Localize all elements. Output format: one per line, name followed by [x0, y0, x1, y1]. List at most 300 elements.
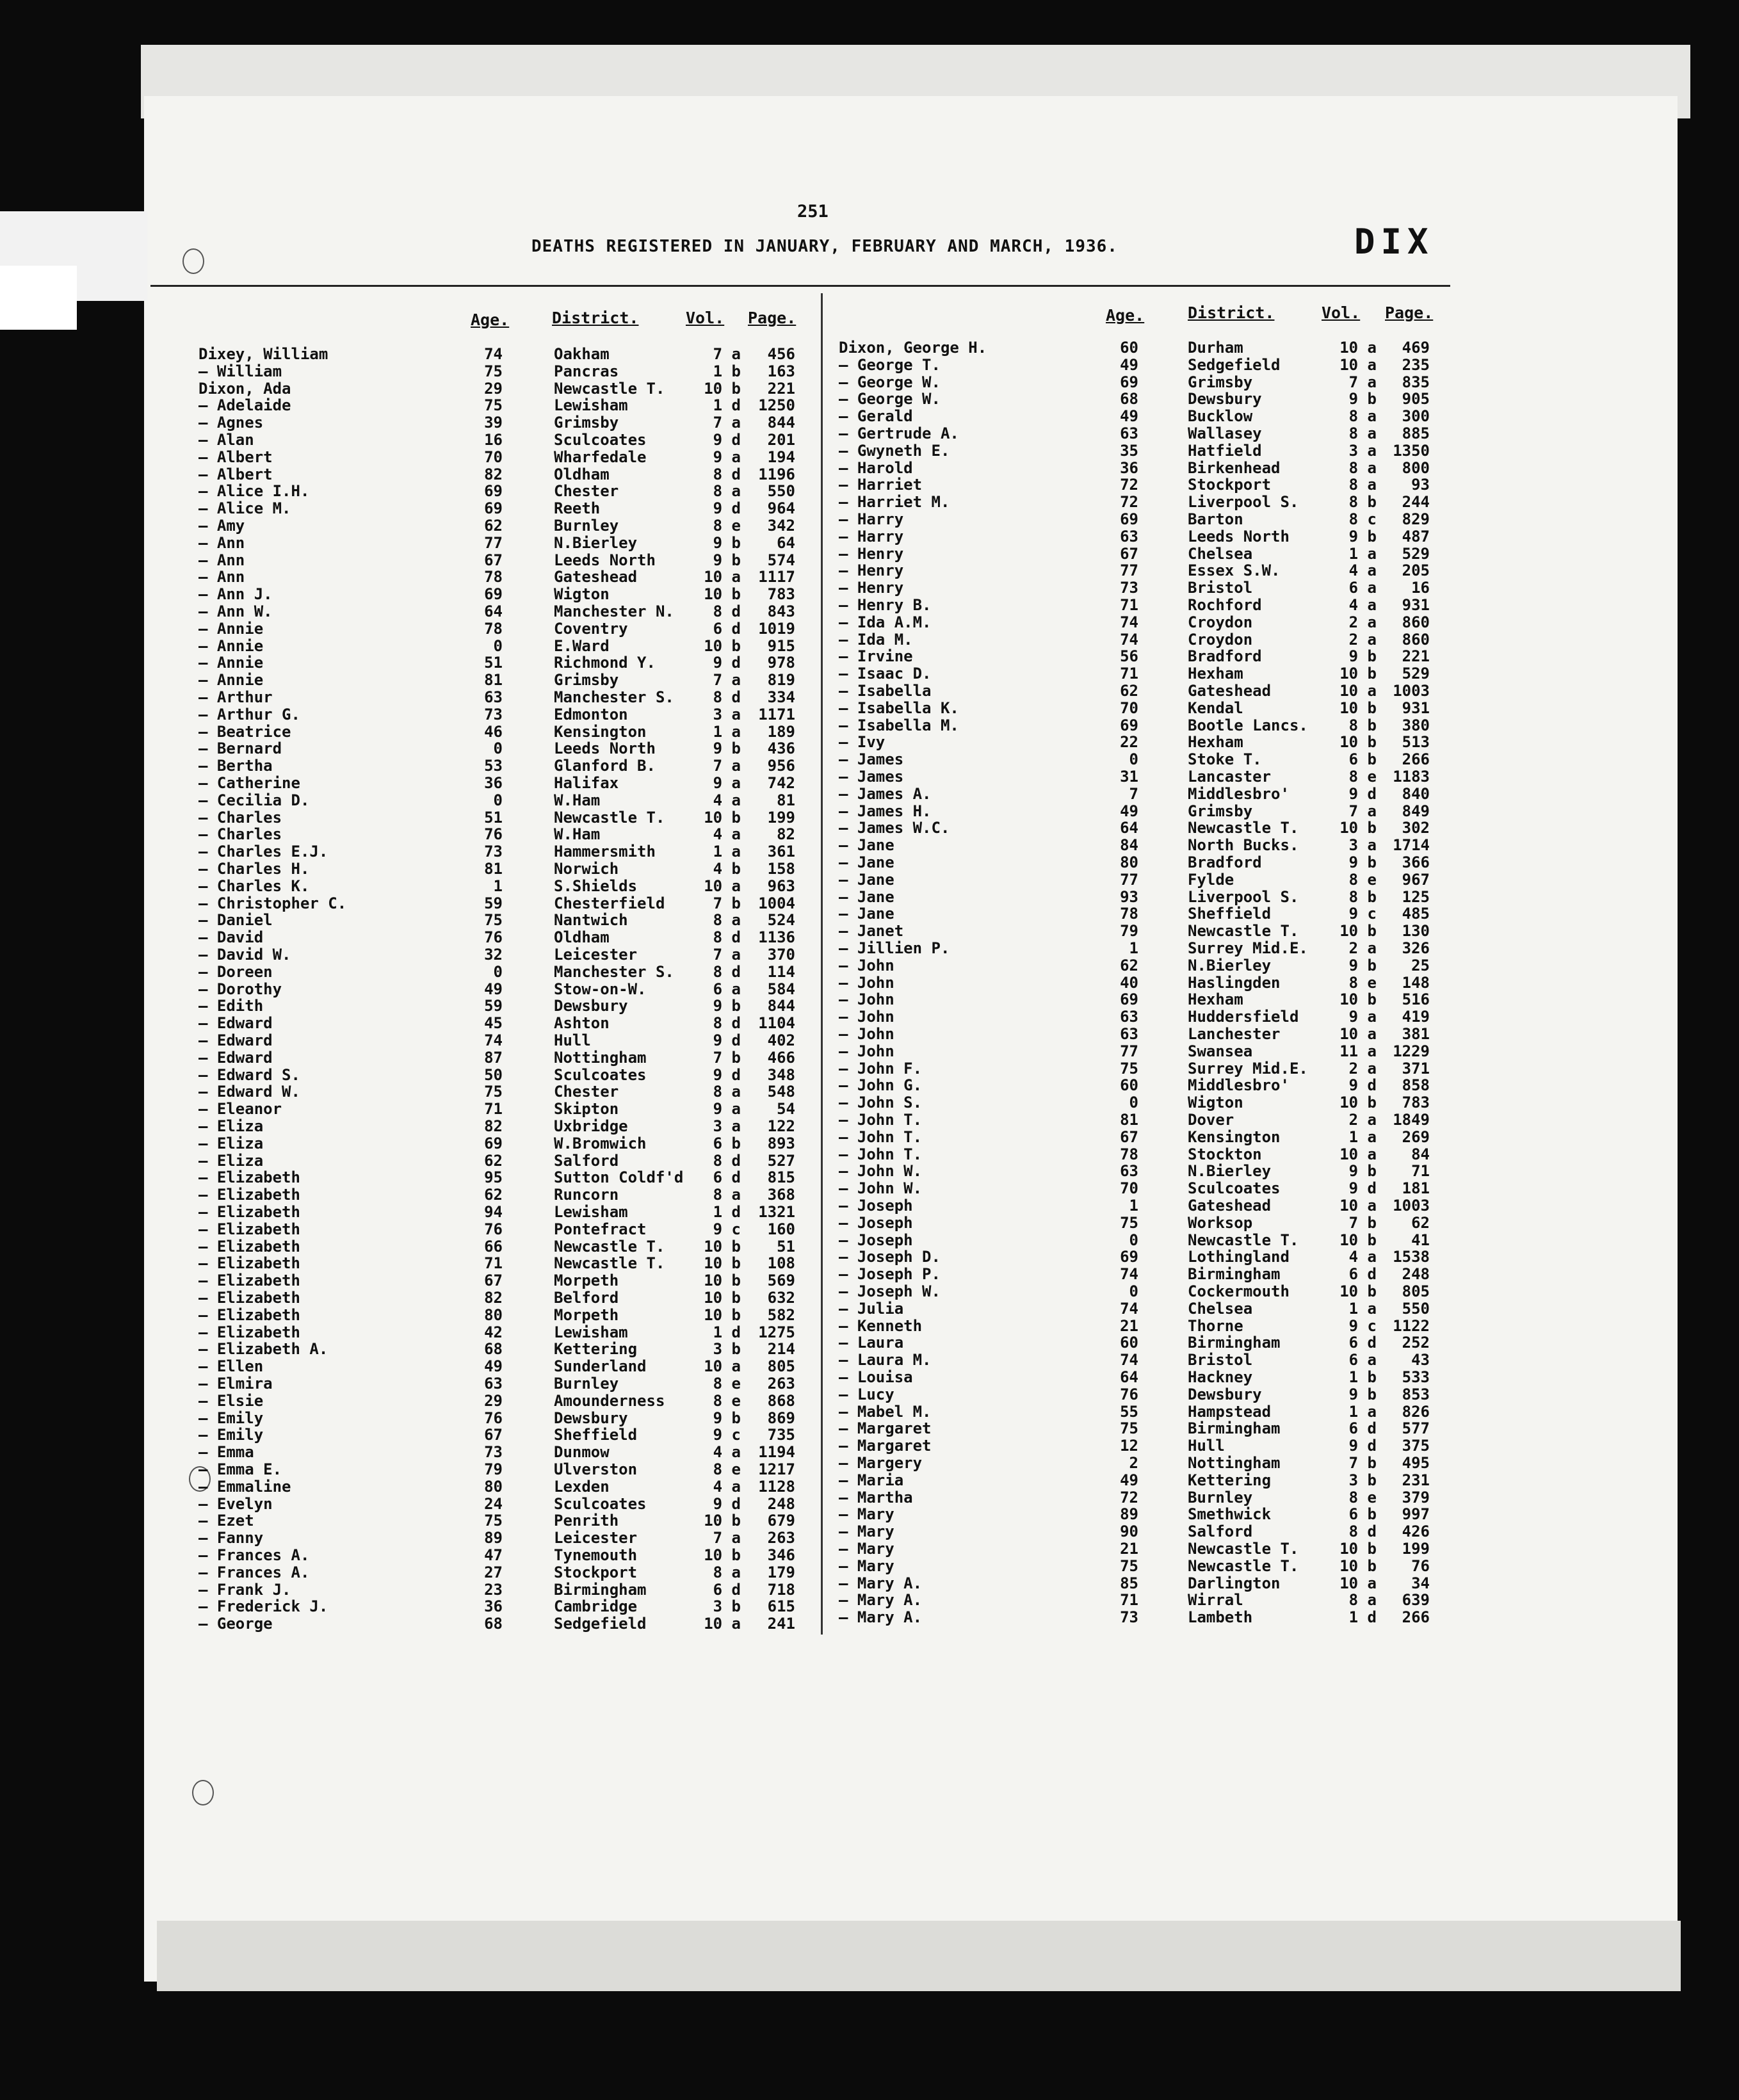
- entry-name: — Henry: [839, 544, 904, 563]
- entry-name: — Annie: [198, 619, 264, 638]
- entry-row: [839, 545, 1447, 562]
- entry-name: — Jane: [839, 853, 894, 871]
- entry-district: W.Bromwich: [554, 1134, 647, 1152]
- entry-name: — Gerald: [839, 407, 913, 426]
- entry-row: [198, 1496, 807, 1512]
- entry-page: 819: [767, 671, 795, 690]
- entry-page: 263: [767, 1529, 795, 1547]
- entry-vol: 2 a: [1348, 613, 1377, 631]
- entry-district: Sculcoates: [1188, 1179, 1281, 1198]
- entry-district: Surrey Mid.E.: [1188, 939, 1308, 957]
- entry-page: 1003: [1393, 682, 1430, 700]
- entry-district: Lancaster: [1188, 768, 1272, 786]
- entry-district: Skipton: [554, 1100, 619, 1119]
- entry-page: 844: [767, 414, 795, 432]
- entry-row: [198, 740, 807, 757]
- entry-age: 82: [484, 1289, 503, 1307]
- entry-page: 487: [1402, 527, 1430, 545]
- entry-vol: 1 a: [1348, 1127, 1377, 1146]
- entry-age: 79: [484, 1460, 503, 1478]
- entry-vol: 1 d: [713, 1323, 741, 1341]
- entry-district: Wigton: [1188, 1094, 1243, 1112]
- entry-page: 370: [767, 946, 795, 964]
- entry-district: Halifax: [554, 774, 619, 792]
- entry-page: 419: [1402, 1008, 1430, 1026]
- entry-name: — Isabella: [839, 682, 932, 700]
- header-rule: [150, 285, 1450, 287]
- entry-row: [198, 860, 807, 877]
- entry-age: 60: [1120, 339, 1138, 357]
- entry-row: [839, 751, 1447, 768]
- entry-row: [198, 466, 807, 483]
- entry-district: Sculcoates: [554, 1065, 647, 1084]
- entry-district: Middlesbro': [1188, 784, 1290, 803]
- entry-row: [839, 991, 1447, 1008]
- entry-vol: 4 a: [713, 1443, 741, 1462]
- entry-vol: 9 b: [1348, 853, 1377, 871]
- entry-district: Oldham: [554, 465, 610, 483]
- entry-vol: 9 b: [713, 739, 741, 758]
- entry-page: 241: [767, 1615, 795, 1633]
- entry-vol: 8 d: [713, 465, 741, 483]
- entry-age: 68: [1120, 390, 1138, 408]
- entry-vol: 8 b: [1348, 716, 1377, 734]
- entry-age: 64: [1120, 1368, 1138, 1386]
- entry-age: 69: [484, 585, 503, 604]
- entry-age: 59: [484, 997, 503, 1015]
- entry-row: [839, 682, 1447, 699]
- entry-vol: 7 a: [713, 946, 741, 964]
- entry-row: [198, 380, 807, 397]
- entry-row: [839, 460, 1447, 476]
- entry-page: 201: [767, 431, 795, 449]
- entry-page: 199: [767, 808, 795, 827]
- entry-vol: 2 a: [1348, 1111, 1377, 1129]
- entry-age: 0: [1129, 750, 1138, 769]
- entry-page: 905: [1402, 390, 1430, 408]
- entry-row: [198, 432, 807, 448]
- entry-vol: 1 b: [1348, 1368, 1377, 1386]
- entry-page: 516: [1402, 990, 1430, 1009]
- entry-district: Bristol: [1188, 1351, 1253, 1369]
- entry-district: Stoke T.: [1188, 750, 1262, 769]
- entry-page: 81: [777, 791, 795, 809]
- punch-hole-icon: [182, 248, 204, 274]
- entry-district: Birmingham: [1188, 1334, 1281, 1352]
- entry-page: 54: [777, 1100, 795, 1119]
- entry-row: [198, 843, 807, 860]
- entry-age: 71: [484, 1254, 503, 1273]
- entry-row: [198, 1375, 807, 1392]
- entry-age: 51: [484, 808, 503, 827]
- entry-vol: 3 a: [1348, 441, 1377, 460]
- entry-page: 815: [767, 1168, 795, 1187]
- entry-page: 114: [767, 962, 795, 981]
- entry-row: [198, 449, 807, 465]
- entry-page: 205: [1402, 561, 1430, 580]
- entry-age: 49: [1120, 802, 1138, 820]
- entry-age: 74: [1120, 1299, 1138, 1318]
- entry-name: — Isabella K.: [839, 699, 959, 717]
- entry-district: Sculcoates: [554, 431, 647, 449]
- entry-vol: 10 a: [1339, 1025, 1377, 1043]
- entry-name: — Elizabeth: [198, 1289, 300, 1307]
- entry-page: 963: [767, 876, 795, 895]
- entry-name: — John G.: [839, 1076, 923, 1095]
- entry-district: Swansea: [1188, 1042, 1253, 1060]
- entry-page: 375: [1402, 1437, 1430, 1455]
- entry-page: 160: [767, 1220, 795, 1238]
- entry-row: [198, 964, 807, 980]
- entry-row: [839, 374, 1447, 391]
- entry-name: — Daniel: [198, 911, 273, 930]
- entry-name: — Alice M.: [198, 499, 291, 518]
- entry-name: — John F.: [839, 1059, 923, 1078]
- entry-age: 75: [484, 1083, 503, 1101]
- entry-name: — Harry: [839, 510, 904, 528]
- entry-age: 69: [1120, 716, 1138, 734]
- entry-name: — James A.: [839, 784, 932, 803]
- entry-page: 84: [1411, 1145, 1430, 1163]
- entry-name: — Frances A.: [198, 1563, 310, 1581]
- entry-district: Richmond Y.: [554, 654, 656, 672]
- entry-name: — Elizabeth: [198, 1323, 300, 1341]
- entry-district: Gateshead: [1188, 682, 1272, 700]
- entry-vol: 7 b: [1348, 1213, 1377, 1232]
- entry-district: Pancras: [554, 362, 619, 380]
- entry-page: 76: [1411, 1556, 1430, 1575]
- entry-age: 64: [484, 602, 503, 620]
- entry-name: — Joseph P.: [839, 1265, 941, 1284]
- entry-row: [839, 1180, 1447, 1197]
- entry-age: 39: [484, 414, 503, 432]
- entry-page: 125: [1402, 887, 1430, 906]
- entry-vol: 9 d: [1348, 1076, 1377, 1095]
- entry-name: — Isaac D.: [839, 665, 932, 683]
- entry-age: 75: [484, 396, 503, 415]
- entry-age: 62: [484, 517, 503, 535]
- entry-vol: 10 a: [704, 568, 741, 586]
- entry-vol: 10 b: [704, 585, 741, 604]
- entry-age: 77: [484, 533, 503, 552]
- entry-name: — Elmira: [198, 1375, 273, 1393]
- entry-page: 829: [1402, 510, 1430, 528]
- entry-district: Morpeth: [554, 1272, 619, 1290]
- entry-page: 858: [1402, 1076, 1430, 1095]
- entry-vol: 8 a: [713, 482, 741, 501]
- entry-row: [839, 1129, 1447, 1145]
- entry-vol: 3 b: [1348, 1471, 1377, 1489]
- entry-vol: 8 a: [713, 1083, 741, 1101]
- entry-name: — James: [839, 750, 904, 769]
- entry-vol: 6 a: [1348, 1351, 1377, 1369]
- entry-page: 361: [767, 843, 795, 861]
- entry-age: 49: [484, 1357, 503, 1376]
- entry-page: 1714: [1393, 836, 1430, 855]
- entry-row: [839, 665, 1447, 682]
- entry-vol: 8 d: [713, 1151, 741, 1170]
- entry-age: 74: [1120, 613, 1138, 631]
- entry-district: Penrith: [554, 1512, 619, 1530]
- entry-age: 32: [484, 946, 503, 964]
- entry-district: Birmingham: [554, 1580, 647, 1599]
- entry-district: Hexham: [1188, 665, 1243, 683]
- entry-vol: 4 a: [713, 825, 741, 844]
- entry-name: — George W.: [839, 373, 941, 391]
- entry-name: — James: [839, 768, 904, 786]
- entry-page: 956: [767, 757, 795, 775]
- entry-row: [198, 895, 807, 912]
- entry-row: [839, 1215, 1447, 1231]
- entry-district: Chelsea: [1188, 1299, 1253, 1318]
- entry-age: 0: [493, 962, 503, 981]
- entry-age: 84: [1120, 836, 1138, 855]
- entry-vol: 10 a: [1339, 1197, 1377, 1215]
- entry-page: 130: [1402, 922, 1430, 941]
- entry-name: — Joseph: [839, 1197, 913, 1215]
- entry-district: Lewisham: [554, 1323, 628, 1341]
- entry-row: [839, 476, 1447, 493]
- entry-age: 0: [493, 791, 503, 809]
- entry-age: 1: [1129, 1197, 1138, 1215]
- entry-name: — Christopher C.: [198, 894, 347, 912]
- entry-row: [839, 494, 1447, 510]
- entry-name: — Bertha: [198, 757, 273, 775]
- entry-age: 0: [1129, 1094, 1138, 1112]
- entry-name: — Frank J.: [198, 1580, 291, 1599]
- entry-district: Cambridge: [554, 1597, 638, 1616]
- entry-name: — Ivy: [839, 733, 886, 752]
- entry-age: 73: [484, 843, 503, 861]
- entry-age: 82: [484, 1117, 503, 1135]
- entry-vol: 10 b: [1339, 922, 1377, 941]
- entry-vol: 10 b: [1339, 819, 1377, 837]
- entry-name: — Henry B.: [839, 596, 932, 614]
- entry-age: 89: [1120, 1505, 1138, 1524]
- entry-name: — Martha: [839, 1488, 913, 1506]
- entry-name: — Fanny: [198, 1529, 264, 1547]
- entry-name: Dixon, Ada: [198, 379, 291, 398]
- entry-name: — Mary: [839, 1540, 894, 1558]
- entry-vol: 9 b: [713, 533, 741, 552]
- entry-vol: 8 e: [1348, 1488, 1377, 1506]
- entry-name: — Joseph D.: [839, 1248, 941, 1266]
- entry-page: 584: [767, 980, 795, 998]
- entry-vol: 10 a: [1339, 1574, 1377, 1592]
- entry-page: 840: [1402, 784, 1430, 803]
- entry-age: 12: [1120, 1437, 1138, 1455]
- entry-district: Dewsbury: [554, 997, 628, 1015]
- entry-district: Darlington: [1188, 1574, 1281, 1592]
- entry-name: — Ann W.: [198, 602, 273, 620]
- entry-vol: 10 a: [1339, 339, 1377, 357]
- entry-age: 62: [1120, 682, 1138, 700]
- entry-row: [839, 854, 1447, 871]
- entry-vol: 4 a: [1348, 1248, 1377, 1266]
- entry-district: Kettering: [1188, 1471, 1272, 1489]
- entry-name: — Joseph: [839, 1231, 913, 1249]
- entry-district: Kettering: [554, 1340, 638, 1359]
- entry-district: Hatfield: [1188, 441, 1262, 460]
- entry-district: Hackney: [1188, 1368, 1253, 1386]
- entry-age: 60: [1120, 1076, 1138, 1095]
- entry-row: [198, 620, 807, 637]
- entry-page: 348: [767, 1065, 795, 1084]
- entry-row: [198, 1410, 807, 1426]
- entry-district: Leeds North: [1188, 527, 1290, 545]
- punch-hole-icon: [192, 1780, 214, 1805]
- entry-vol: 8 a: [1348, 476, 1377, 494]
- entry-row: [839, 1026, 1447, 1042]
- entry-district: Newcastle T.: [554, 808, 665, 827]
- entry-district: Newcastle T.: [554, 1237, 665, 1256]
- entry-vol: 10 b: [704, 1254, 741, 1273]
- entry-row: [839, 923, 1447, 939]
- entry-district: Durham: [1188, 339, 1243, 357]
- entry-district: Ulverston: [554, 1460, 638, 1478]
- entry-district: Dewsbury: [1188, 1385, 1262, 1403]
- entry-row: [198, 1067, 807, 1083]
- entry-page: 569: [767, 1272, 795, 1290]
- entry-page: 495: [1402, 1454, 1430, 1472]
- entry-row: [839, 579, 1447, 596]
- entry-vol: 10 b: [1339, 990, 1377, 1009]
- entry-age: 46: [484, 722, 503, 741]
- entry-page: 639: [1402, 1591, 1430, 1610]
- entry-age: 67: [484, 1272, 503, 1290]
- entry-row: [839, 940, 1447, 957]
- entry-name: — Emily: [198, 1409, 264, 1427]
- entry-page: 805: [767, 1357, 795, 1376]
- entry-page: 964: [767, 499, 795, 518]
- entry-page: 16: [1411, 579, 1430, 597]
- entry-row: [839, 425, 1447, 442]
- entry-district: Burnley: [554, 1375, 619, 1393]
- entry-page: 931: [1402, 596, 1430, 614]
- entry-age: 74: [484, 345, 503, 363]
- entry-name: — Elsie: [198, 1391, 264, 1410]
- entry-row: [839, 1540, 1447, 1557]
- entry-row: [198, 792, 807, 809]
- entry-vol: 10 b: [704, 636, 741, 655]
- entry-age: 75: [1120, 1419, 1138, 1438]
- entry-vol: 1 d: [1348, 1608, 1377, 1627]
- entry-vol: 8 a: [713, 1563, 741, 1581]
- entry-district: Lambeth: [1188, 1608, 1253, 1627]
- entry-page: 860: [1402, 613, 1430, 631]
- entry-name: — Catherine: [198, 774, 300, 792]
- entry-row: [198, 946, 807, 963]
- entry-row: [839, 1146, 1447, 1163]
- entry-district: Lexden: [554, 1477, 610, 1496]
- entry-name: — Margaret: [839, 1437, 932, 1455]
- entry-vol: 10 b: [1339, 1282, 1377, 1300]
- entry-age: 36: [1120, 458, 1138, 477]
- entry-vol: 9 d: [1348, 1179, 1377, 1198]
- entry-age: 1: [493, 876, 503, 895]
- entry-name: — Emmaline: [198, 1477, 291, 1496]
- entry-district: Wigton: [554, 585, 610, 604]
- entry-vol: 8 a: [1348, 458, 1377, 477]
- entry-row: [839, 820, 1447, 836]
- entry-vol: 2 a: [1348, 630, 1377, 649]
- entry-vol: 10 b: [1339, 1094, 1377, 1112]
- entry-district: Amounderness: [554, 1391, 665, 1410]
- entry-age: 16: [484, 431, 503, 449]
- entry-page: 574: [767, 551, 795, 569]
- entry-age: 0: [1129, 1231, 1138, 1249]
- entry-page: 527: [767, 1151, 795, 1170]
- entry-page: 244: [1402, 493, 1430, 512]
- entry-row: [839, 357, 1447, 373]
- entry-vol: 7 b: [713, 894, 741, 912]
- entry-district: S.Shields: [554, 876, 638, 895]
- entry-vol: 3 b: [713, 1597, 741, 1616]
- entry-name: — Annie: [198, 654, 264, 672]
- entry-district: Rochford: [1188, 596, 1262, 614]
- entry-district: Newcastle T.: [1188, 922, 1299, 941]
- entry-row: [839, 1369, 1447, 1385]
- entry-page: 179: [767, 1563, 795, 1581]
- entry-name: — Jillien P.: [839, 939, 950, 957]
- entry-page: 860: [1402, 630, 1430, 649]
- entry-vol: 8 d: [1348, 1522, 1377, 1541]
- entry-name: — Alan: [198, 431, 254, 449]
- entry-name: — Joseph W.: [839, 1282, 941, 1300]
- entry-name: — Edward: [198, 1014, 273, 1033]
- entry-age: 1: [1129, 939, 1138, 957]
- entry-page: 71: [1411, 1162, 1430, 1181]
- entry-name: — John T.: [839, 1127, 923, 1146]
- entry-name: — Mary: [839, 1522, 894, 1541]
- entry-vol: 10 b: [704, 808, 741, 827]
- entry-district: Leeds North: [554, 739, 656, 758]
- entry-district: Chester: [554, 482, 619, 501]
- entry-age: 80: [1120, 853, 1138, 871]
- entry-row: [839, 1455, 1447, 1471]
- entry-row: [198, 1032, 807, 1049]
- entry-age: 73: [484, 1443, 503, 1462]
- entry-name: — Mabel M.: [839, 1402, 932, 1421]
- entry-name: — James H.: [839, 802, 932, 820]
- entry-name: — Edward W.: [198, 1083, 300, 1101]
- entry-vol: 1 a: [1348, 1299, 1377, 1318]
- entry-age: 69: [1120, 373, 1138, 391]
- entry-vol: 10 b: [1339, 1231, 1377, 1249]
- entry-name: — Elizabeth: [198, 1305, 300, 1324]
- entry-name: — Charles E.J.: [198, 843, 328, 861]
- entry-age: 74: [484, 1031, 503, 1049]
- left-vol-header: Vol.: [686, 309, 725, 327]
- entry-age: 67: [1120, 1127, 1138, 1146]
- entry-age: 90: [1120, 1522, 1138, 1541]
- entry-row: [839, 700, 1447, 716]
- entry-row: [839, 1043, 1447, 1060]
- entry-row: [198, 912, 807, 928]
- entry-row: [839, 1386, 1447, 1403]
- entry-page: 189: [767, 722, 795, 741]
- entry-name: — Elizabeth: [198, 1220, 300, 1238]
- entry-name: — Ann: [198, 551, 245, 569]
- entry-row: [839, 1592, 1447, 1608]
- entry-name: — Isabella M.: [839, 716, 959, 734]
- entry-row: [198, 1083, 807, 1100]
- entry-row: [198, 1221, 807, 1238]
- entry-row: [839, 391, 1447, 407]
- entry-name: — Eleanor: [198, 1100, 282, 1119]
- entry-district: Fylde: [1188, 870, 1234, 889]
- entry-district: Croydon: [1188, 630, 1253, 649]
